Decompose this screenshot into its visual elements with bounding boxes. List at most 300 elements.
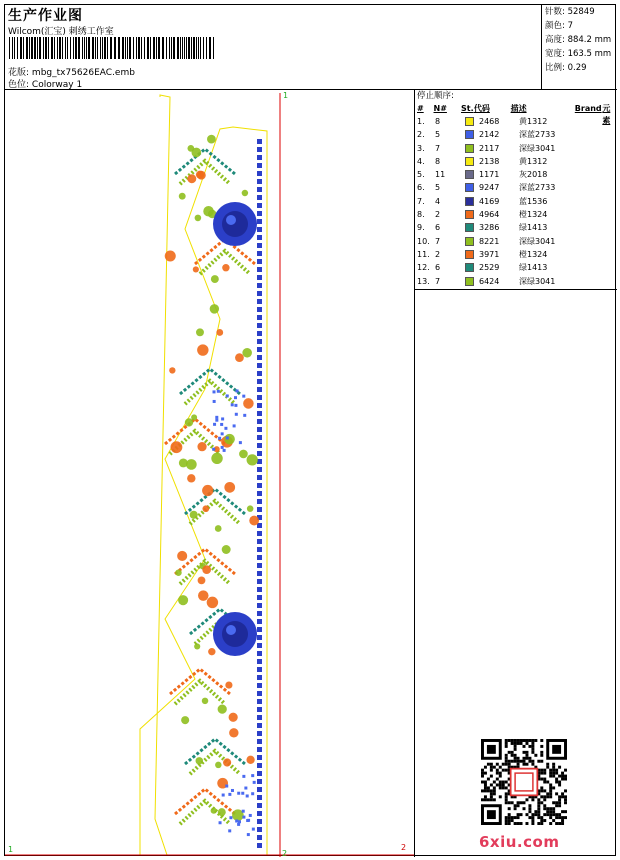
row-swatch-cell xyxy=(465,275,479,288)
sequence-row xyxy=(414,261,617,274)
embroidery-motifs xyxy=(165,135,262,848)
qr-code xyxy=(481,739,567,825)
border-stitch xyxy=(257,595,262,600)
leaf-dot xyxy=(190,511,198,519)
leaf-dot xyxy=(218,705,227,714)
row-swatch-cell xyxy=(465,261,479,274)
tree-stitch xyxy=(252,828,255,831)
border-stitch xyxy=(257,419,262,424)
leaf-dot xyxy=(187,474,195,482)
border-stitch xyxy=(257,715,262,720)
color-swatch xyxy=(465,197,474,206)
color-swatch xyxy=(465,250,474,259)
tree-stitch xyxy=(234,396,237,399)
row-index: 2. xyxy=(417,130,425,140)
border-stitch xyxy=(257,403,262,408)
stop-sequence-panel xyxy=(414,89,617,290)
stat-label: 宽度: xyxy=(545,49,565,59)
leaf-dot xyxy=(208,648,215,655)
tree-stitch xyxy=(228,793,231,796)
leaf-dot xyxy=(207,597,218,608)
border-stitch xyxy=(257,363,262,368)
leaf-dot xyxy=(187,145,194,152)
row-code: 1171 xyxy=(479,170,500,180)
border-stitch xyxy=(257,635,262,640)
border-stitch xyxy=(257,843,262,848)
leaf-dot xyxy=(247,454,258,465)
tree-stitch xyxy=(251,792,254,795)
tree-stitch xyxy=(231,789,234,792)
border-stitch xyxy=(257,195,262,200)
row-desc: 深绿3041 xyxy=(519,143,556,153)
border-stitch xyxy=(257,219,262,224)
row-index: 3. xyxy=(417,143,425,153)
leaf-dot xyxy=(181,716,189,724)
row-index: 10. xyxy=(417,236,430,246)
sequence-row xyxy=(414,142,617,155)
col-st: St. xyxy=(461,104,474,113)
row-swatch-cell xyxy=(465,142,479,155)
border-stitch xyxy=(257,507,262,512)
row-desc: 黄1312 xyxy=(519,117,548,126)
tree-stitch xyxy=(213,400,216,403)
leaf-dot xyxy=(215,525,222,532)
row-code: 2142 xyxy=(479,130,500,140)
leaf-dot xyxy=(242,190,248,196)
row-swatch-cell xyxy=(465,221,479,234)
row-code: 4169 xyxy=(479,196,500,206)
row-code: 2529 xyxy=(479,263,500,273)
leaf-dot xyxy=(179,193,186,200)
leaf-dot xyxy=(203,206,214,217)
tree-stitch xyxy=(212,448,215,451)
row-desc: 橙1324 xyxy=(519,210,548,220)
border-stitch xyxy=(257,147,262,152)
tree-stitch xyxy=(229,816,232,819)
stat-label: 针数: xyxy=(545,7,565,17)
pattern-label: 花版: xyxy=(8,68,30,78)
row-swatch-cell xyxy=(465,195,479,208)
leaf-dot xyxy=(185,418,193,426)
tree-stitch xyxy=(239,441,242,444)
row-code: 2138 xyxy=(479,156,500,166)
tree-stitch xyxy=(244,787,247,790)
sequence-row xyxy=(414,128,617,141)
tree-stitch xyxy=(215,416,218,419)
tree-stitch xyxy=(238,820,241,823)
flower-center xyxy=(222,211,248,237)
tree-stitch xyxy=(247,819,250,822)
border-stitch xyxy=(257,259,262,264)
color-swatch xyxy=(465,157,474,166)
sheet-header xyxy=(5,5,617,90)
border-stitch xyxy=(257,587,262,592)
stat-height xyxy=(542,33,618,47)
leaf-dot xyxy=(202,505,209,512)
leaf-dot xyxy=(222,545,231,554)
leaf-dot xyxy=(242,348,252,358)
row-index: 7. xyxy=(417,196,425,206)
color-swatch xyxy=(465,210,474,219)
tree-stitch xyxy=(221,417,224,420)
leaf-dot xyxy=(197,442,206,451)
stat-value: 7 xyxy=(567,21,573,31)
stat-label: 高度: xyxy=(545,35,565,45)
border-stitch xyxy=(257,251,262,256)
leaf-dot xyxy=(223,758,231,766)
border-stitch xyxy=(257,747,262,752)
border-stitch xyxy=(257,347,262,352)
sequence-rows xyxy=(414,115,617,288)
row-code: 4964 xyxy=(479,210,500,220)
border-stitch xyxy=(257,819,262,824)
tree-stitch xyxy=(220,423,223,426)
row-desc: 深蓝2733 xyxy=(519,130,556,140)
row-desc: 深绿3041 xyxy=(519,276,556,286)
sequence-row xyxy=(414,115,617,128)
leaf-dot xyxy=(187,174,196,183)
leaf-dot xyxy=(202,565,211,574)
leaf-dot xyxy=(165,250,176,261)
leaf-dot xyxy=(229,728,238,737)
design-preview xyxy=(5,89,415,857)
row-swatch-cell xyxy=(465,168,479,181)
border-stitch xyxy=(257,795,262,800)
color-swatch xyxy=(465,144,474,153)
col-index: # xyxy=(417,104,424,113)
border-stitch xyxy=(257,179,262,184)
border-stitch xyxy=(257,499,262,504)
pattern-value: mbg_tx75626EAC.emb xyxy=(31,68,135,78)
border-stitch xyxy=(257,187,262,192)
leaf-dot xyxy=(202,698,209,705)
watermark-logo: 6xiu.com xyxy=(479,833,560,851)
border-stitch xyxy=(257,171,262,176)
leaf-dot xyxy=(249,516,259,526)
border-stitch xyxy=(257,163,262,168)
border-stitch xyxy=(257,475,262,480)
border-stitch xyxy=(257,667,262,672)
leaf-dot xyxy=(193,266,199,272)
border-stitch xyxy=(257,643,262,648)
border-stitch xyxy=(257,411,262,416)
sequence-row xyxy=(414,195,617,208)
leaf-dot xyxy=(195,215,202,222)
tree-stitch xyxy=(217,390,220,393)
tree-stitch xyxy=(233,424,236,427)
flower-center xyxy=(222,621,248,647)
stat-scale xyxy=(542,61,618,75)
border-stitch xyxy=(257,307,262,312)
border-stitch xyxy=(257,563,262,568)
border-stitch xyxy=(257,811,262,816)
leaf-dot xyxy=(186,459,197,470)
stat-colors xyxy=(542,19,618,33)
leaf-dot xyxy=(225,681,232,688)
leaf-dot xyxy=(222,264,229,271)
marker-bottom-mid: 2 xyxy=(282,849,288,858)
color-swatch xyxy=(465,263,474,272)
border-stitch xyxy=(257,683,262,688)
border-stitch xyxy=(257,723,262,728)
border-stitch xyxy=(257,291,262,296)
border-stitch xyxy=(257,139,262,144)
sequence-row xyxy=(414,235,617,248)
leaf-dot xyxy=(202,485,213,496)
border-stitch xyxy=(257,555,262,560)
sequence-row xyxy=(414,248,617,261)
row-needle: 6 xyxy=(435,223,441,233)
row-desc: 蓝1536 xyxy=(519,196,548,206)
border-stitch xyxy=(257,331,262,336)
sequence-row xyxy=(414,168,617,181)
sequence-title: 停止顺序: xyxy=(417,91,454,101)
border-stitch xyxy=(257,275,262,280)
border-stitch xyxy=(257,755,262,760)
row-index: 6. xyxy=(417,183,425,193)
border-stitch xyxy=(257,691,262,696)
embroidery-design xyxy=(5,89,414,857)
sequence-row xyxy=(414,221,617,234)
stat-label: 颜色: xyxy=(545,21,565,31)
tree-stitch xyxy=(236,389,239,392)
border-stitch xyxy=(257,531,262,536)
border-stitch xyxy=(257,427,262,432)
border-stitch xyxy=(257,779,262,784)
border-stitch xyxy=(257,579,262,584)
row-code: 3971 xyxy=(479,249,500,259)
leaf-dot xyxy=(175,569,182,576)
color-swatch xyxy=(465,117,474,126)
border-stitch xyxy=(257,651,262,656)
col-needle: N# xyxy=(433,104,447,113)
leaf-dot xyxy=(235,353,244,362)
tree-stitch xyxy=(221,446,224,449)
leaf-dot xyxy=(224,482,235,493)
color-swatch xyxy=(465,130,474,139)
border-stitch xyxy=(257,155,262,160)
border-stitch xyxy=(257,611,262,616)
border-stitch xyxy=(257,571,262,576)
border-stitch xyxy=(257,443,262,448)
row-code: 9247 xyxy=(479,183,500,193)
leaf-dot xyxy=(243,398,254,409)
row-swatch-cell xyxy=(465,208,479,221)
tree-stitch xyxy=(234,404,237,407)
leaf-dot xyxy=(207,135,216,144)
tree-stitch xyxy=(241,792,244,795)
row-swatch-cell xyxy=(465,155,479,168)
border-stitch xyxy=(257,227,262,232)
sheet-title: 生产作业图 xyxy=(8,8,83,24)
tree-stitch xyxy=(215,419,218,422)
border-stitch xyxy=(257,827,262,832)
border-stitch xyxy=(257,355,262,360)
border-stitch xyxy=(257,451,262,456)
row-index: 1. xyxy=(417,117,425,126)
row-swatch-cell xyxy=(465,128,479,141)
tree-stitch xyxy=(237,792,240,795)
stat-value: 163.5 mm xyxy=(567,49,612,59)
row-index: 8. xyxy=(417,210,425,220)
company-name: Wilcom(汇宝) 刺绣工作室 xyxy=(8,27,114,37)
tree-stitch xyxy=(213,423,216,426)
row-index: 11. xyxy=(417,249,430,259)
row-desc: 橙1324 xyxy=(519,249,548,259)
row-code: 8221 xyxy=(479,236,500,246)
tree-stitch xyxy=(219,821,222,824)
leaf-dot xyxy=(191,414,197,420)
border-stitch xyxy=(257,763,262,768)
tree-stitch xyxy=(253,781,256,784)
border-stitch xyxy=(257,803,262,808)
sequence-row xyxy=(414,208,617,221)
row-needle: 7 xyxy=(435,143,441,153)
leaf-dot xyxy=(170,441,182,453)
stat-value: 884.2 mm xyxy=(567,35,612,45)
border-stitch xyxy=(257,835,262,840)
leaf-dot xyxy=(194,643,200,649)
border-stitch xyxy=(257,547,262,552)
border-stitch xyxy=(257,627,262,632)
production-sheet xyxy=(4,4,616,856)
row-desc: 深绿3041 xyxy=(519,236,556,246)
tree-stitch xyxy=(228,829,231,832)
row-index: 5. xyxy=(417,170,425,180)
border-stitch xyxy=(257,787,262,792)
row-needle: 2 xyxy=(435,210,441,220)
marker-bottom-left: 1 xyxy=(8,845,14,854)
row-needle: 2 xyxy=(435,249,441,259)
row-code: 2468 xyxy=(479,117,500,126)
leaf-dot xyxy=(229,713,238,722)
row-desc: 绿1413 xyxy=(519,263,548,273)
col-code: 代码 xyxy=(473,104,490,113)
tree-stitch xyxy=(235,413,238,416)
tree-stitch xyxy=(237,823,240,826)
border-stitch xyxy=(257,435,262,440)
border-stitch xyxy=(257,619,262,624)
border-stitch xyxy=(257,491,262,496)
row-code: 3286 xyxy=(479,223,500,233)
color-swatch xyxy=(465,170,474,179)
tree-stitch xyxy=(222,794,225,797)
border-stitch xyxy=(257,539,262,544)
tree-stitch xyxy=(242,816,245,819)
tree-stitch xyxy=(231,403,234,406)
stats-panel xyxy=(541,5,618,89)
border-stitch xyxy=(257,603,262,608)
leaf-dot xyxy=(196,171,204,179)
row-needle: 11 xyxy=(435,170,446,180)
leaf-dot xyxy=(246,756,254,764)
tree-stitch xyxy=(213,390,216,393)
row-desc: 深蓝2733 xyxy=(519,183,556,193)
row-desc: 灰2018 xyxy=(519,170,548,180)
row-swatch-cell xyxy=(465,181,479,194)
color-swatch xyxy=(465,183,474,192)
stat-value: 0.29 xyxy=(567,63,587,73)
border-stitch xyxy=(257,315,262,320)
colorway-label: 色位: xyxy=(8,80,30,90)
leaf-dot xyxy=(218,808,226,816)
tree-stitch xyxy=(223,449,226,452)
marker-bottom-right: 2 xyxy=(401,843,407,852)
border-stitch xyxy=(257,203,262,208)
border-stitch xyxy=(257,731,262,736)
row-code: 6424 xyxy=(479,276,500,286)
color-swatch xyxy=(465,223,474,232)
tree-stitch xyxy=(235,820,238,823)
row-needle: 5 xyxy=(435,183,441,193)
tree-stitch xyxy=(242,810,245,813)
border-stitch xyxy=(257,299,262,304)
leaf-dot xyxy=(196,328,204,336)
row-index: 13. xyxy=(417,276,430,286)
tree-stitch xyxy=(243,414,246,417)
border-stitch xyxy=(257,235,262,240)
leaf-dot xyxy=(210,304,219,313)
row-index: 4. xyxy=(417,156,425,166)
tree-stitch xyxy=(246,794,249,797)
border-stitch xyxy=(257,387,262,392)
row-desc: 黄1312 xyxy=(519,156,548,166)
leaf-dot xyxy=(198,590,209,601)
border-stitch xyxy=(257,771,262,776)
border-stitch xyxy=(257,339,262,344)
colorway-value: Colorway 1 xyxy=(31,80,83,90)
color-swatch xyxy=(465,237,474,246)
row-needle: 7 xyxy=(435,236,441,246)
tree-stitch xyxy=(226,394,229,397)
col-brand: Brand xyxy=(574,104,602,113)
leaf-dot xyxy=(178,595,188,605)
row-index: 9. xyxy=(417,223,425,233)
border-stitch xyxy=(257,379,262,384)
tree-stitch xyxy=(225,785,228,788)
tree-stitch xyxy=(242,775,245,778)
stat-value: 52849 xyxy=(567,7,595,17)
leaf-dot xyxy=(196,757,203,764)
leaf-dot xyxy=(197,344,208,355)
row-needle: 7 xyxy=(435,276,441,286)
sequence-row xyxy=(414,181,617,194)
leaf-dot xyxy=(198,576,206,584)
tree-stitch xyxy=(251,774,254,777)
border-stitch xyxy=(257,395,262,400)
row-needle: 6 xyxy=(435,263,441,273)
leaf-dot xyxy=(216,329,223,336)
border-stitch xyxy=(257,707,262,712)
border-stitch xyxy=(257,675,262,680)
row-needle: 5 xyxy=(435,130,441,140)
col-desc: 描述 xyxy=(510,104,527,113)
sequence-row xyxy=(414,155,617,168)
color-swatch xyxy=(465,277,474,286)
leaf-dot xyxy=(247,505,254,512)
tree-stitch xyxy=(224,427,227,430)
leaf-dot xyxy=(169,367,175,373)
border-stitch xyxy=(257,467,262,472)
leaf-dot xyxy=(177,551,187,561)
border-stitch xyxy=(257,243,262,248)
col-element: 元素 xyxy=(602,104,611,125)
leaf-dot xyxy=(211,453,222,464)
border-stitch xyxy=(257,371,262,376)
sequence-row xyxy=(414,275,617,288)
stat-width xyxy=(542,47,618,61)
leaf-dot xyxy=(211,808,217,814)
